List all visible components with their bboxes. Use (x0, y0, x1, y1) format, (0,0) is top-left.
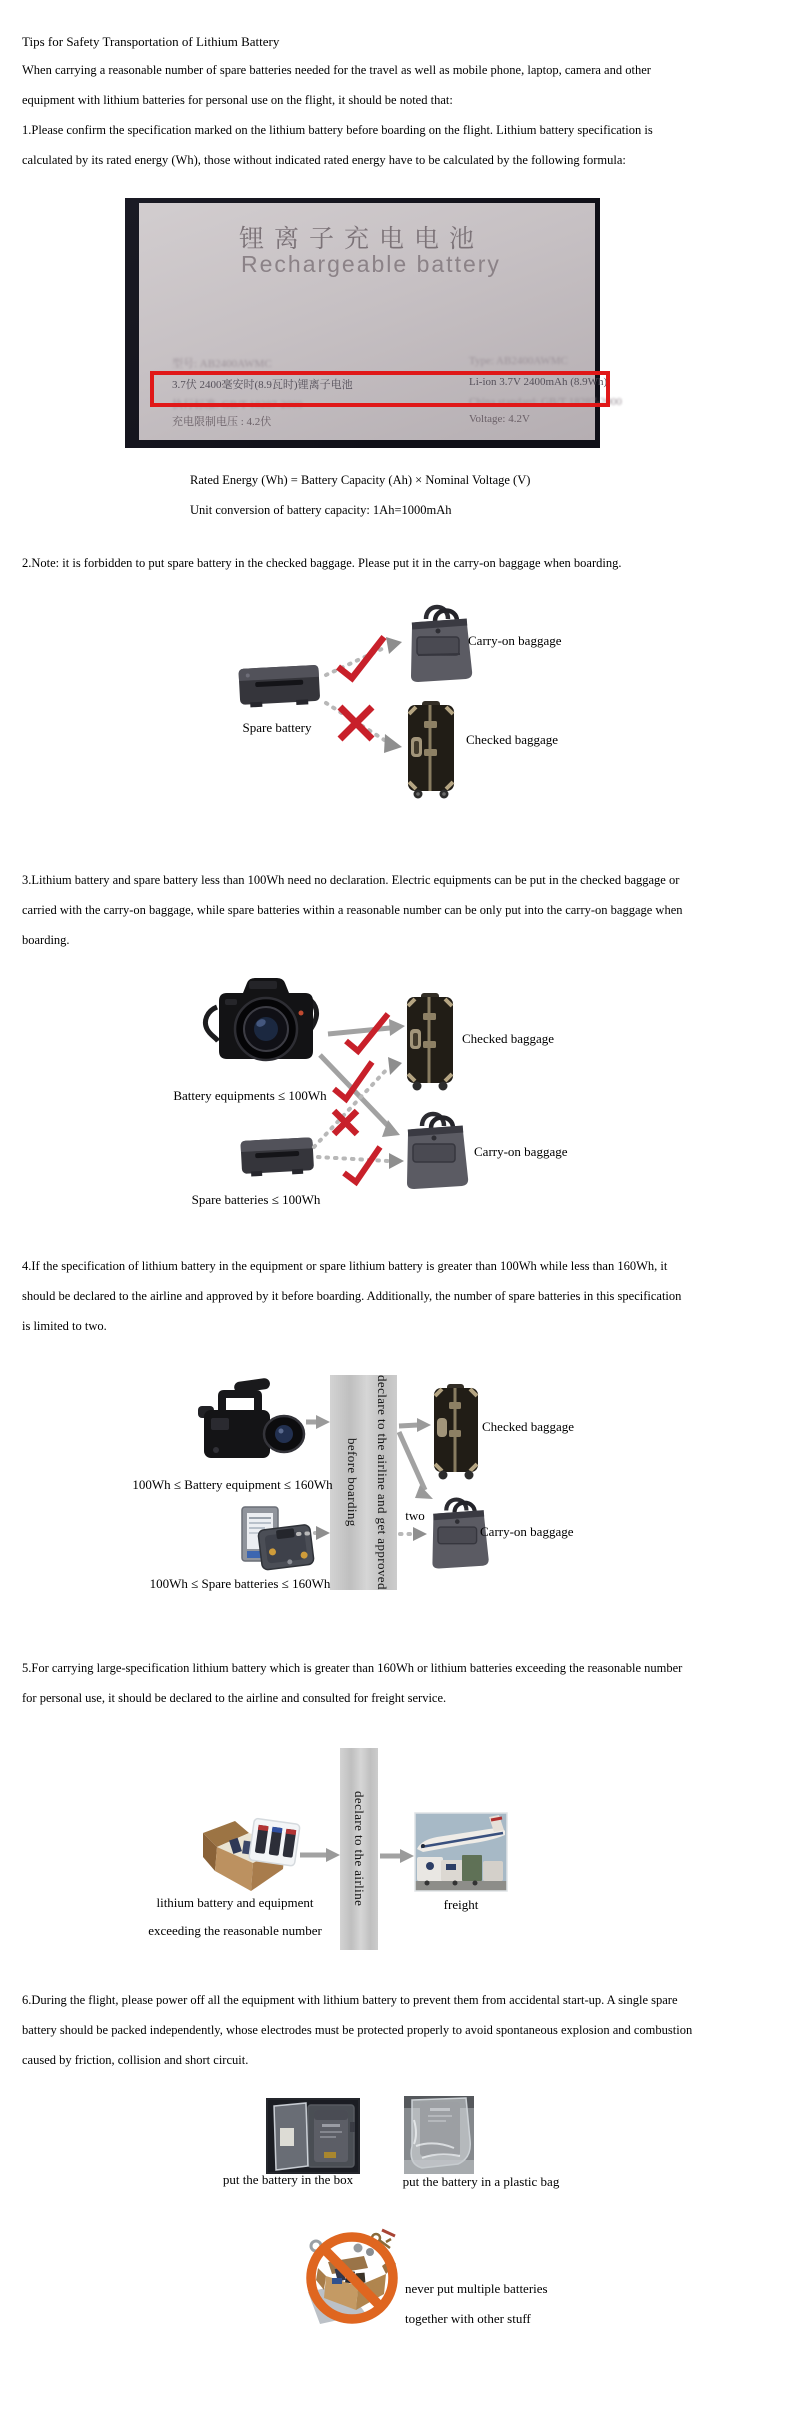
freight-label: freight (443, 1897, 479, 1912)
checked-suitcase-icon (408, 701, 454, 799)
declare-banner: declare to the airline and get approved before boarding (330, 1375, 397, 1590)
carryon-bag-icon (411, 607, 472, 682)
intro-paragraph: When carrying a reasonable number of spare batteries needed for the travel as well as mobile phone, laptop, camera and other equipment with lithium batteries for personal use on the flight, it should be noted that: (22, 63, 651, 107)
checked-label: Checked baggage (482, 1419, 575, 1434)
arrow-banner-to-checked (399, 1418, 431, 1432)
spare-batteries-label: 100Wh ≤ Spare batteries ≤ 160Wh (149, 1576, 331, 1591)
item-3-paragraph: 3.Lithium battery and spare battery less than 100Wh need no declaration. Electric equipments can be put in the checked baggage or carried with the carry-on baggage, while spare batteries within a reasonable number can be only put into the carry-on baggage when boarding. (22, 873, 683, 947)
section-6-figures (0, 2090, 800, 2409)
checked-label: Checked baggage (466, 732, 559, 747)
check-icon (338, 637, 384, 678)
check-icon (344, 1147, 380, 1182)
item-1-paragraph: 1.Please confirm the specification marked on the lithium battery before boarding on the flight. Lithium battery specification is calculated by its rated energy (Wh), those without indicated rated energy have to be calculated by the following formula: (22, 123, 653, 167)
battery-box-icon (203, 1818, 300, 1891)
section-6-graphics (0, 2090, 800, 2409)
arrow-battery-to-carryon (318, 1153, 404, 1169)
spare-battery-icon (238, 665, 320, 708)
two-label: two (405, 1508, 425, 1523)
diagram-3-graphics (0, 965, 800, 1230)
carryon-bag-icon (407, 1114, 468, 1189)
item-6-paragraph: 6.During the flight, please power off all the equipment with lithium battery to prevent them from accidental start-up. A single spare battery should be packed independently, whose electrodes must be protected properly to avoid spontaneous explosion and combustion caused by friction, collision and short circuit. (22, 1993, 693, 2067)
arrow-box-to-banner (300, 1848, 340, 1862)
item-5-paragraph: 5.For carrying large-specification lithium battery which is greater than 160Wh or lithium batteries exceeding the reasonable number for personal use, it should be declared to the airline and consulted for freight service. (22, 1661, 683, 1705)
diagram-100-160wh (0, 1370, 800, 1660)
checked-label: Checked baggage (462, 1031, 555, 1046)
no-mixing-illustration (308, 2230, 396, 2324)
carryon-label: Carry-on baggage (468, 633, 562, 648)
battery-in-box-photo (266, 2098, 360, 2174)
carryon-label: Carry-on baggage (474, 1144, 568, 1159)
diagram-under-100wh (0, 965, 800, 1230)
diagram-spare-battery (0, 595, 800, 850)
label-title-en: Rechargeable battery (241, 251, 501, 277)
cross-icon (340, 707, 372, 739)
equipment-label: 100Wh ≤ Battery equipment ≤ 160Wh (132, 1477, 333, 1492)
arrow-banner-to-carryon (399, 1432, 433, 1499)
camera-icon (205, 978, 316, 1060)
formula-block: Rated Energy (Wh) = Battery Capacity (Ah) × Nominal Voltage (V) Unit conversion of battery capacity: 1Ah=1000mAh (190, 473, 531, 517)
battery-in-bag-photo (404, 2096, 474, 2174)
video-camera-icon (198, 1378, 304, 1458)
spare-battery-icon (240, 1137, 314, 1177)
battery-label: 锂离子充电电池 Rechargeable battery 型号: AB2400AWMC Type: AB2400AWMC 3.7伏 2400毫安时(8.9瓦时)锂离子电池 Li-ion 3.7V 2400mAh (8.9Wh) 执行标准: GB/T 18287-2000 China standard: GB/T 18287-2000 充电限制电压 : 4.2伏 Voltage: 4.2V (139, 203, 595, 440)
carryon-label: Carry-on baggage (480, 1524, 574, 1539)
box-label-line1: lithium battery and equipment (156, 1895, 314, 1910)
equipment-label: Battery equipments ≤ 100Wh (173, 1088, 327, 1103)
checked-suitcase-icon (434, 1384, 478, 1480)
checked-suitcase-icon (407, 993, 453, 1091)
caption-never-line1: never put multiple batteries (405, 2281, 548, 2296)
label-title-zh: 锂离子充电电池 (239, 226, 485, 253)
diagram-2-graphics (0, 595, 800, 850)
spec-highlight-box (150, 371, 610, 407)
diagram-5-graphics (0, 1745, 800, 1960)
spare-battery-label: Spare battery (242, 720, 312, 735)
caption-battery-box: put the battery in the box (222, 2172, 354, 2187)
arrow-banner-to-freight (380, 1849, 414, 1863)
caption-never-line2: together with other stuff (405, 2311, 531, 2326)
freight-photo (415, 1813, 507, 1891)
item-4-paragraph: 4.If the specification of lithium battery in the equipment or spare lithium battery is greater than 100Wh while less than 160Wh, it should be declared to the airline and approved by it before boarding. Additionally, the number of spare batteries in this specification is limited to two. (22, 1259, 682, 1333)
arrow-camera-to-banner (306, 1415, 330, 1429)
declare-banner: declare to the airline (340, 1748, 378, 1950)
arrow-camera-to-checked (328, 1019, 405, 1036)
box-label-line2: exceeding the reasonable number (148, 1923, 322, 1938)
caption-battery-bag: put the battery in a plastic bag (402, 2174, 560, 2189)
battery-label-photo (125, 198, 622, 448)
spare-batteries-icon (242, 1507, 314, 1570)
page-title: Tips for Safety Transportation of Lithium Battery (22, 34, 280, 49)
item-2-paragraph: 2.Note: it is forbidden to put spare battery in the checked baggage. Please put it in the carry-on baggage when boarding. (22, 556, 622, 570)
spare-batteries-label: Spare batteries ≤ 100Wh (191, 1192, 321, 1207)
arrow-banner-to-carryon-two (400, 1527, 427, 1541)
diagram-freight (0, 1745, 800, 1960)
